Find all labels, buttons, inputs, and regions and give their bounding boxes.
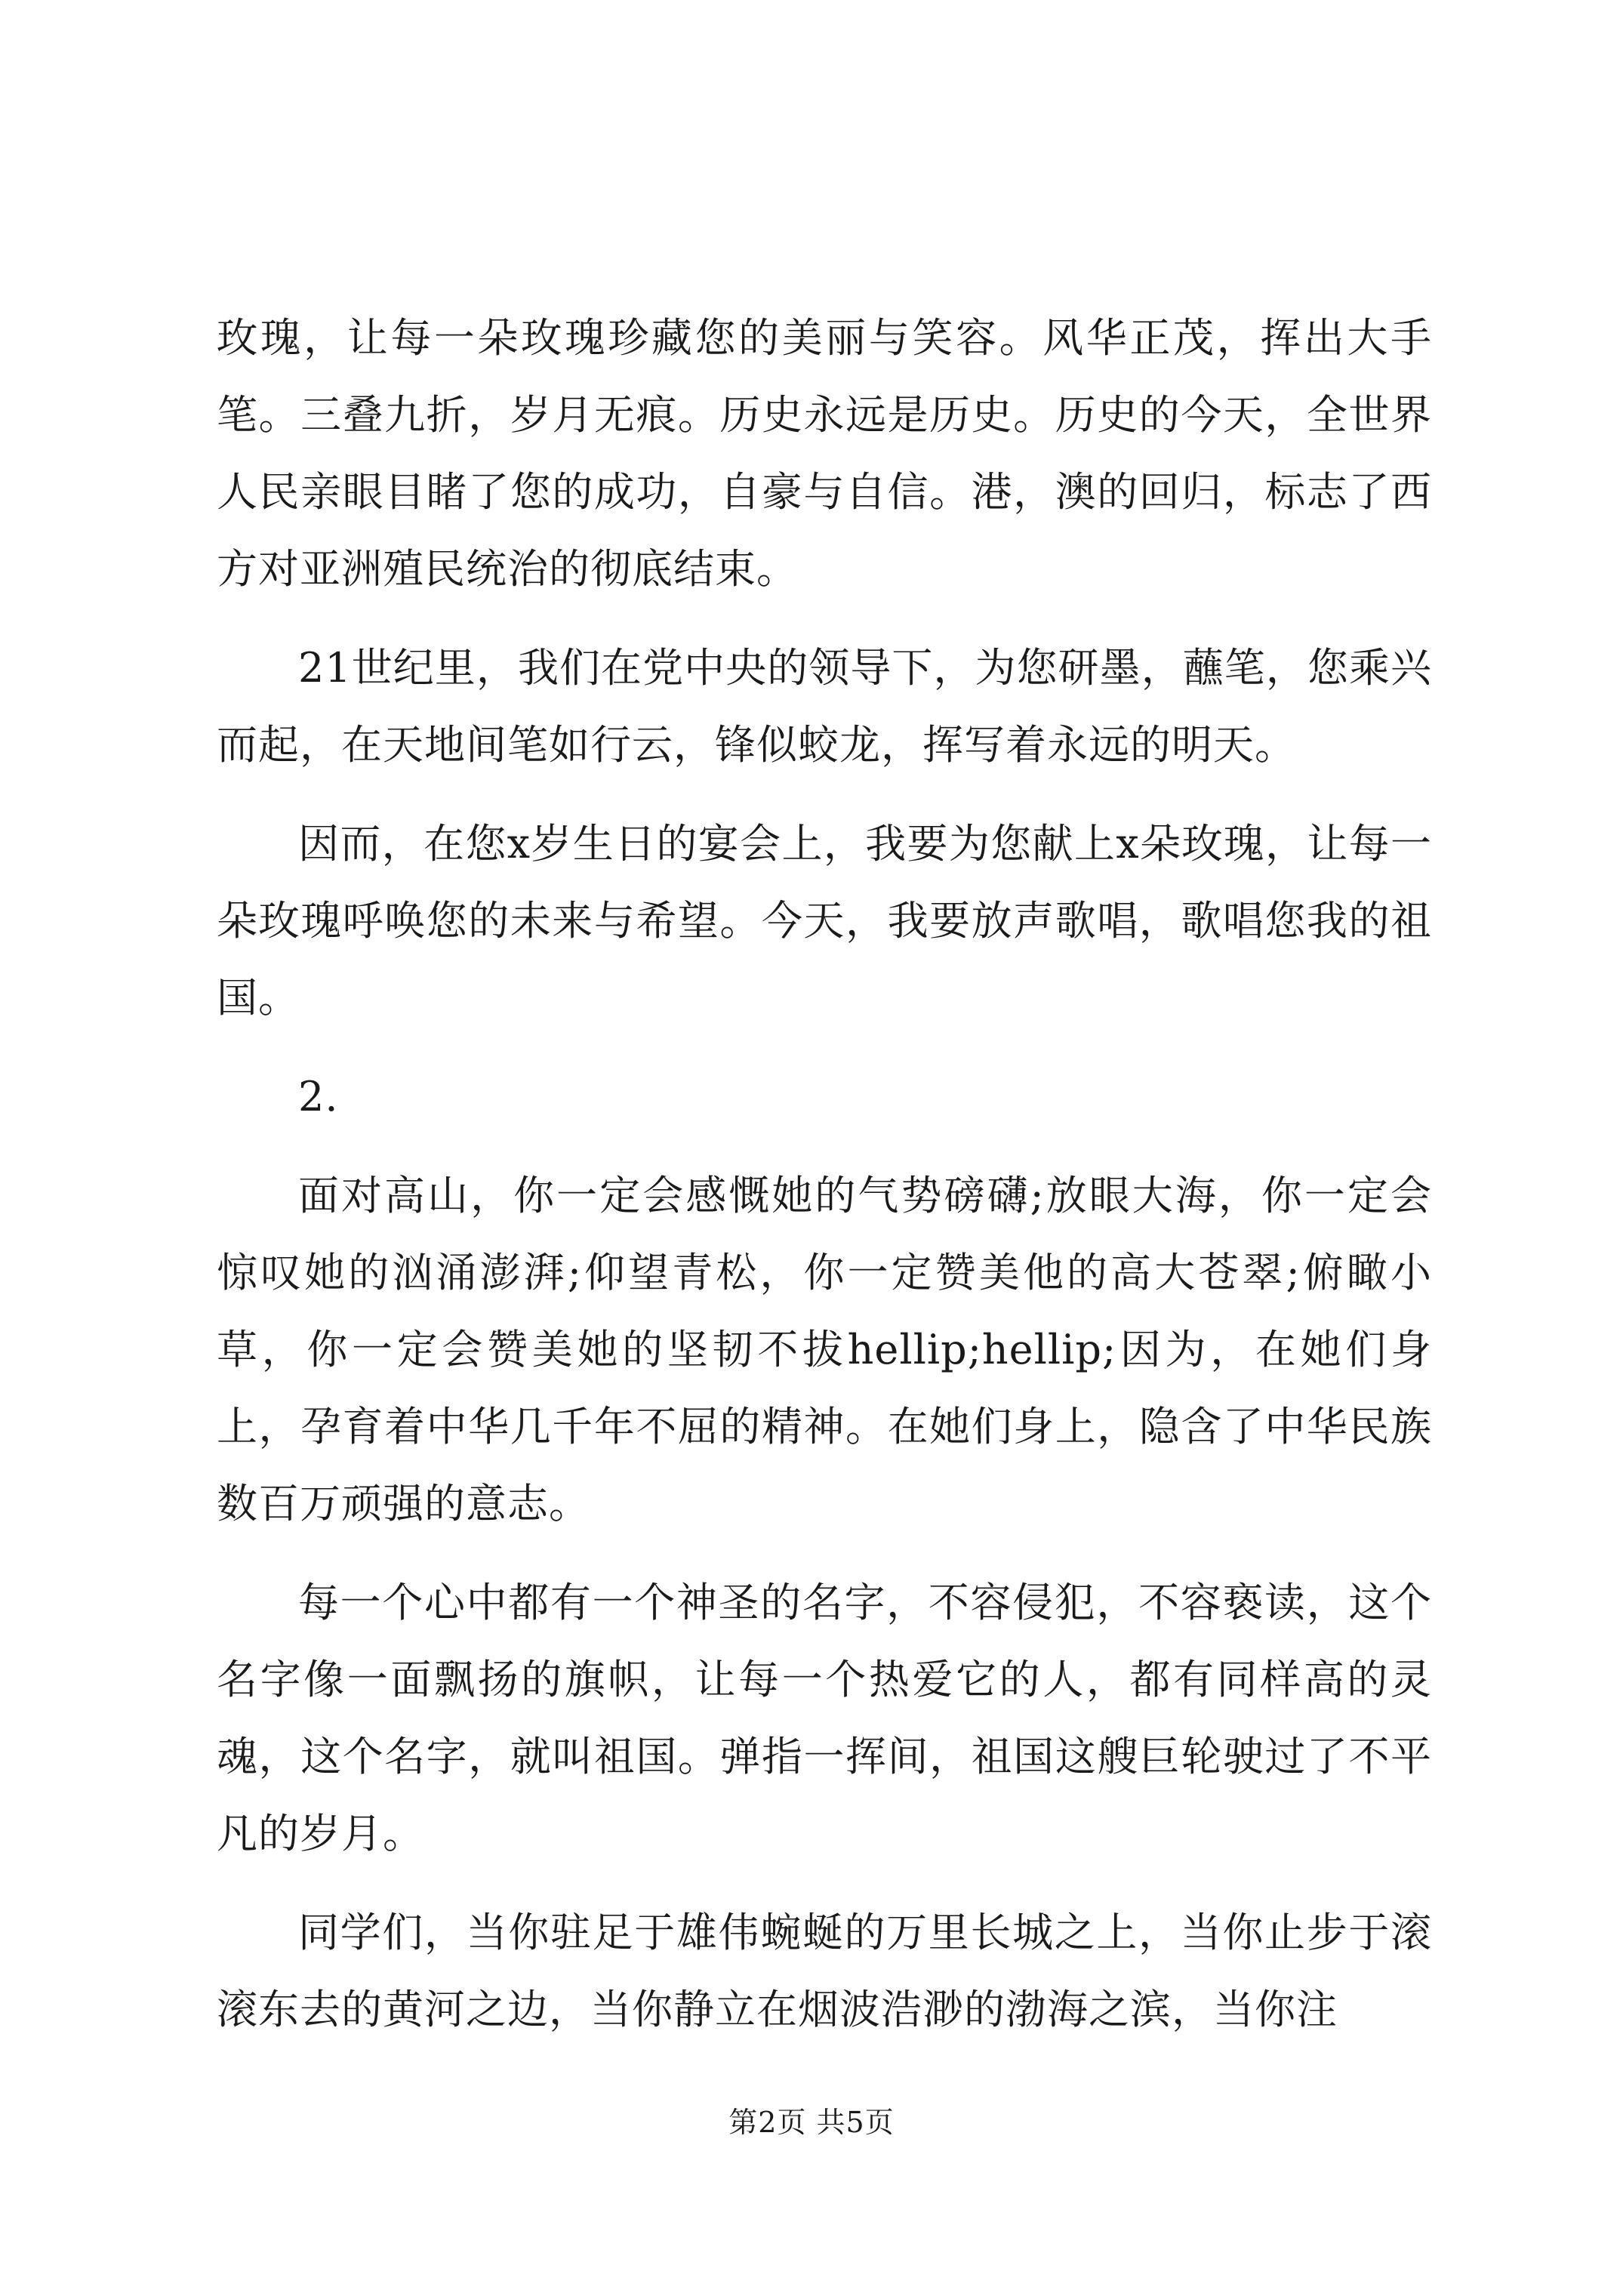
document-body [217, 300, 1432, 2070]
paragraph-6: 同学们，当你驻足于雄伟蜿蜒的万里长城之上，当你止步于滚滚东去的黄河之边，当你静立在烟波浩渺的渤海之滨，当你注 [217, 1909, 1432, 2033]
paragraph-2: 21世纪里，我们在党中央的领导下，为您研墨，蘸笔，您乘兴而起，在天地间笔如行云，锋似蛟龙，挥写着永远的明天。 [217, 644, 1432, 769]
section-number: 2. [298, 1073, 339, 1120]
paragraph-3: 因而，在您x岁生日的宴会上，我要为您献上x朵玫瑰，让每一朵玫瑰呼唤您的未来与希望。今天，我要放声歌唱，歌唱您我的祖国。 [217, 820, 1432, 1022]
page-number-label: 第2页 共5页 [728, 2106, 895, 2139]
paragraph-4: 面对高山，你一定会感慨她的气势磅礴;放眼大海，你一定会惊叹她的汹涌澎湃;仰望青松，你一定赞美他的高大苍翠;俯瞰小草，你一定会赞美她的坚韧不拔hellip;hellip;因为，在她们身上，孕育着中华几千年不屈的精神。在她们身上，隐含了中华民族数百万顽强的意志。 [217, 1172, 1432, 1527]
page-footer [0, 2099, 1623, 2140]
paragraph-5: 每一个心中都有一个神圣的名字，不容侵犯，不容亵读，这个名字像一面飘扬的旗帜，让每一个热爱它的人，都有同样高的灵魂，这个名字，就叫祖国。弹指一挥间，祖国这艘巨轮驶过了不平凡的岁月。 [217, 1579, 1432, 1857]
paragraph-1: 玫瑰，让每一朵玫瑰珍藏您的美丽与笑容。风华正茂，挥出大手笔。三叠九折，岁月无痕。历史永远是历史。历史的今天，全世界人民亲眼目睹了您的成功，自豪与自信。港，澳的回归，标志了西方对亚洲殖民统治的彻底结束。 [217, 314, 1432, 593]
